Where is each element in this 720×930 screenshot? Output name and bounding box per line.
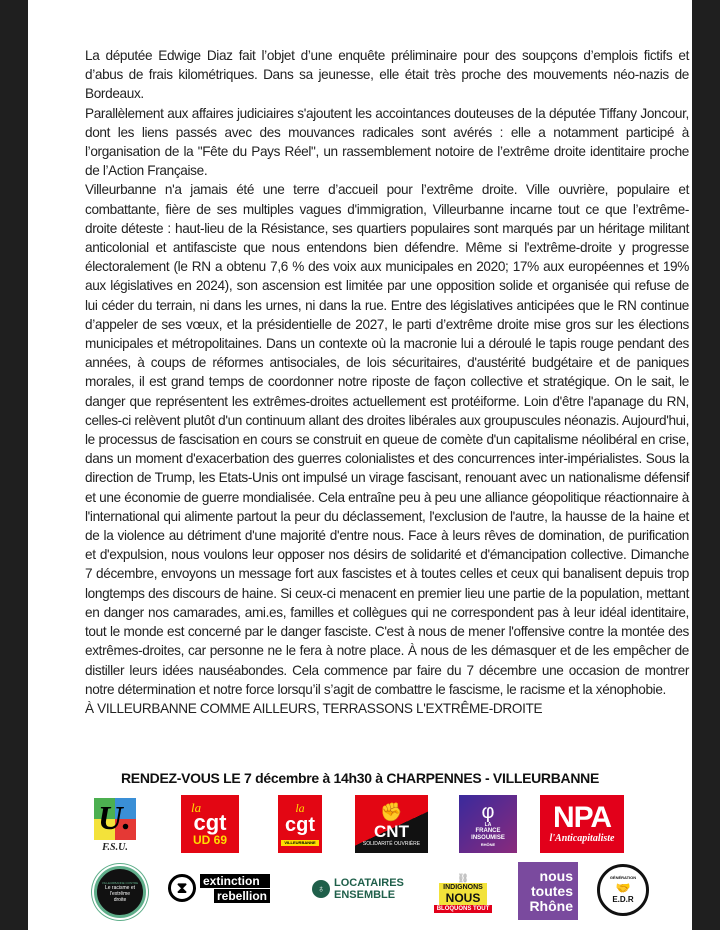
villeurbanne-contre-ring: VILLEURBANNE CONTRE [101, 881, 139, 885]
rendezvous-heading: RENDEZ-VOUS LE 7 décembre à 14h30 à CHARPENNES - VILLEURBANNE [120, 770, 600, 786]
logo-generation-edr [597, 864, 649, 916]
logo-npa [540, 795, 624, 853]
lfi-line-1: LA [484, 821, 492, 828]
logo-nous-toutes-rhone [518, 862, 578, 920]
cgt-ud69-sub: UD 69 [192, 832, 227, 847]
cnt-sub: SOLIDARITÉ OUVRIÈRE [362, 841, 421, 847]
logo-fsu [90, 796, 140, 854]
noustoutes-line-3: Rhône [529, 897, 573, 914]
villeurbanne-contre-line-1: Le racisme et [104, 885, 135, 891]
cgt-ud69-script: la [191, 799, 202, 815]
handshake-icon: 🤝 [615, 881, 631, 895]
logo-indignons-nous [428, 868, 498, 918]
paragraph-villeurbanne: Villeurbanne n'a jamais été une terre d’accueil pour l’extrême droite. Ville ouvrière, populaire et combattante, fière de ses multiples vagues d'immigration, Villeurbanne incarne tout ce que l’extrême-droite déteste : haut-lieu de la Résistance, ses quartiers populaires sont marqués par un héritage militant anticolonial et antifasciste que nous entendons bien défendre. Même si l'extrême-droite y progresse électoralement (le RN a obtenu 7,6 % des voix aux municipales en 2020; 17% aux européennes et 19% aux législatives en 2024), son ascension est limitée par une opposition solide et organisée qui refuse de lui céder du terrain, ni dans les urnes, ni dans la rue. Entre des législatives anticipées que le RN continue d’appeler de ses vœux, et la présidentielle de 2027, le parti d’extrême droite mise gros sur les élections municipales et métropolitaines. Dans un contexte où la macronie lui a déroulé le tapis rouge pendant des années, à coups de réformes antisociales, de lois sécuritaires, d'austérité budgétaire et de paniques morales, il est grand temps de coordonner notre riposte de façon collective et stratégique. On le sait, le danger que représentent les extrêmes-droites actuellement est protéiforme. Loin d'être l'apanage du RN, celles-ci relèvent plutôt d'un continuum allant des droites libérales aux groupuscules néonazis. Aujourd'hui, le processus de fascisation en cours se construit en queue de comète d'un capitalisme néolibéral en crise, dans un moment d'exacerbation des guerres colonialistes et des concurrences inter-impérialistes. Sous la direction de Trump, les Etats-Unis ont impulsé un virage fascisant, renouant avec un nationalisme défensif et une économie de guerre mondialisée. Cela entraîne peu à peu une alliance géopolitique réactionnaire à l'international qui alimente partout la peur du déclassement, l'exclusion de l'autre, la hausse de la haine et de la violence au détriment d'une majorité d'entre nous. Face à leurs rêves de domination, de purification et d'expulsion, nous voulons leur opposer nos désirs de solidarité et d'émancipation collective. Dimanche 7 décembre, envoyons un message fort aux fascistes et à toutes celles et ceux qui banalisent depuis trop longtemps des discours de haine. Si ceux-ci menacent en premier lieu une partie de la population, mettant en danger nos camarades, ami.es, familles et collègues qui ne correspondent pas à leur idéal identitaire, tout le monde est concerné par le danger fasciste. C'est à nous de mener l'offensive contre la montée des extrêmes-droites, car personne ne le fera à notre place. À nous de les démasquer et de les empêcher de distiller leurs idées nauséabondes. Cela commence par faire du 7 décembre une occasion de montrer notre détermination et notre force lorsqu’il s’agit de combattre le fascisme, le racisme et la xénophobie. [85, 182, 689, 697]
paragraph-diaz: La députée Edwige Diaz fait l’objet d’une enquête préliminaire pour des soupçons d’emplois fictifs et d’abus de frais kilométriques. Dans sa jeunesse, elle était très proche des mouvements néo-nazis de Bordeaux. [85, 48, 689, 102]
villeurbanne-contre-line-3: droite [113, 897, 127, 903]
paragraph-joncour: Parallèlement aux affaires judiciaires s'ajoutent les accointances douteuses de la députée Tiffany Joncour, dont les liens passés avec des mouvances radicales sont avérés : elle a notamment participé à l’organisation de la "Fête du Pays Réel", un rassemblement notoire de l’extrême droite identitaire proche de l’Action Française. [85, 105, 689, 179]
logo-locataires-ensemble [312, 874, 404, 904]
cgt-villeurbanne-name: cgt [285, 813, 315, 836]
noustoutes-line-2: toutes [531, 882, 573, 899]
flyer-page [28, 0, 692, 930]
phi-icon: φ [481, 800, 495, 823]
cnt-name: CNT [374, 822, 409, 841]
chain-icon: ⛓ [457, 872, 469, 883]
logo-villeurbanne-contre [94, 866, 146, 918]
logo-cgt-villeurbanne [278, 795, 322, 853]
logo-lfi [459, 795, 517, 853]
noustoutes-line-1: nous [539, 867, 573, 884]
lfi-line-4: RHÔNE [480, 841, 496, 847]
edr-name: E.D.R [612, 895, 634, 904]
indignons-line-2: NOUS [445, 890, 481, 905]
logo-extinction-rebellion [168, 870, 288, 906]
acorn-icon: ♁ [312, 880, 330, 898]
logo-cnt [355, 795, 428, 853]
villeurbanne-contre-line-2: l'extrême [109, 891, 131, 897]
lfi-line-2: FRANCE [475, 827, 501, 834]
indignons-line-1: INDIGNONS [443, 883, 483, 891]
cgt-villeurbanne-sub: VILLEURBANNE [281, 840, 319, 846]
logo-cgt-ud69 [181, 795, 239, 853]
cgt-ud69-name: cgt [193, 809, 227, 835]
locataires-line-1: LOCATAIRES [334, 877, 404, 889]
fist-icon: ✊ [380, 802, 403, 822]
fsu-name: F.S.U. [102, 841, 128, 853]
fsu-mark: U. [98, 799, 132, 837]
xr-line-1: extinction [200, 874, 270, 888]
lfi-line-3: INSOUMISE [471, 834, 505, 841]
indignons-line-3: BLOQUONS TOUT [434, 905, 493, 913]
xr-line-2: rebellion [214, 889, 270, 903]
edr-ring: GÉNÉRATION [609, 875, 637, 880]
npa-sub: l'Anticapitaliste [549, 833, 615, 844]
cgt-villeurbanne-script: la [295, 800, 305, 815]
hourglass-icon: ⧗ [168, 874, 196, 902]
body-text [85, 46, 689, 718]
npa-name: NPA [552, 801, 612, 834]
slogan: À VILLEURBANNE COMME AILLEURS, TERRASSONS L'EXTRÊME-DROITE [85, 700, 543, 716]
locataires-line-2: ENSEMBLE [334, 889, 396, 901]
